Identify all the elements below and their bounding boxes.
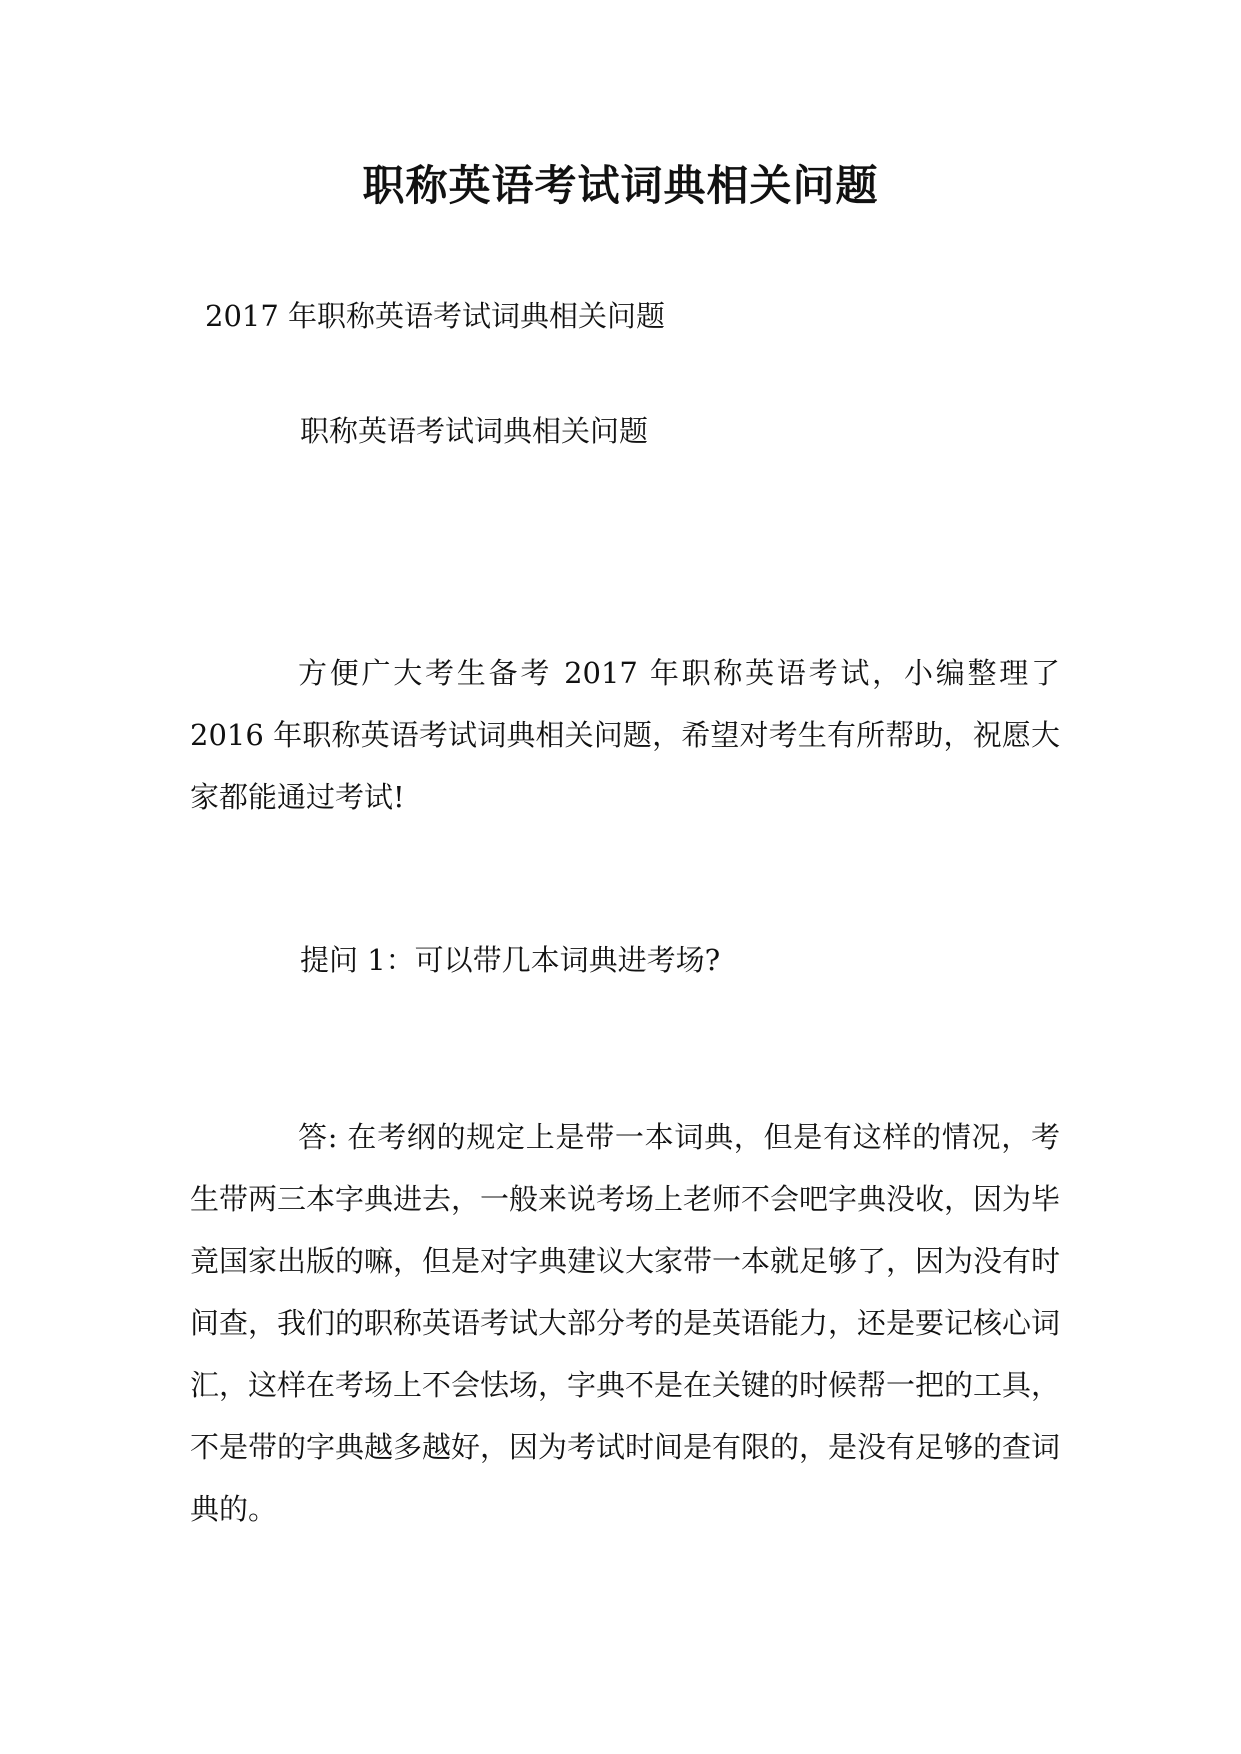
section-heading: 职称英语考试词典相关问题 [300,414,649,448]
question-1: 提问 1：可以带几本词典进考场? [300,943,721,977]
intro-paragraph: 方便广大考生备考 2017 年职称英语考试，小编整理了 2016 年职称英语考试词典相关问题，希望对考生有所帮助，祝愿大家都能通过考试! [190,656,1060,814]
answer-1: 答: 在考纲的规定上是带一本词典，但是有这样的情况，考生带两三本字典进去，一般来说考场上老师不会吧字典没收，因为毕竟国家出版的嘛，但是对字典建议大家带一本就足够了，因为没有时间查，我们的职称英语考试大部分考的是英语能力，还是要记核心词汇，这样在考场上不会怯场，字典不是在关键的时候帮一把的工具，不是带的字典越多越好，因为考试时间是有限的，是没有足够的查词典的。 [190,1120,1061,1526]
document-subtitle: 2017 年职称英语考试词典相关问题 [205,299,666,333]
document-title: 职称英语考试词典相关问题 [362,161,879,210]
